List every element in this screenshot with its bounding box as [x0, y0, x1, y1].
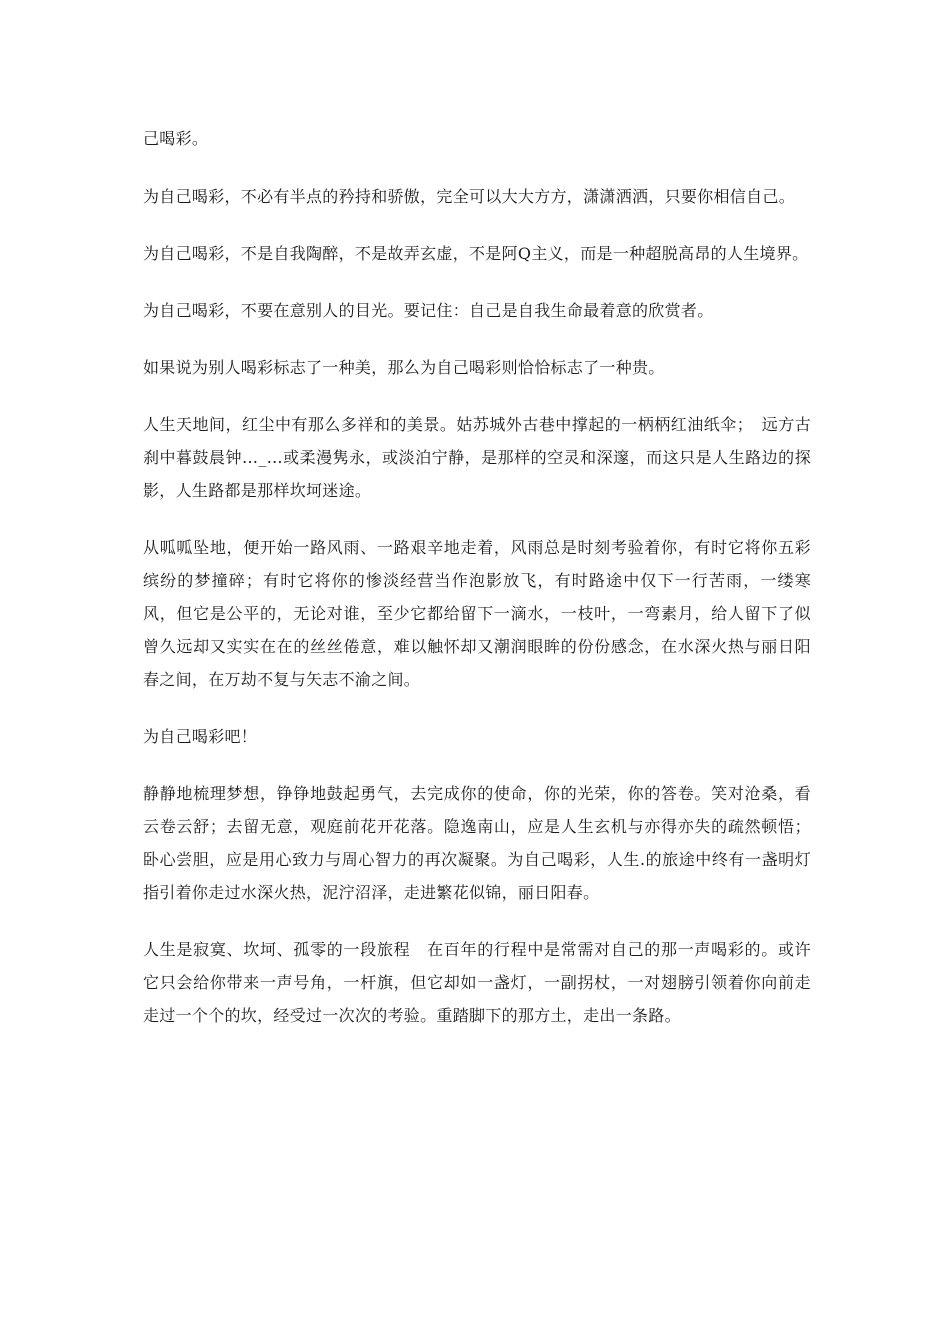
paragraph: 为自己喝彩，不必有半点的矜持和骄傲，完全可以大大方方，潇潇洒洒，只要你相信自己。 — [143, 187, 796, 206]
paragraph: 从呱呱坠地，便开始一路风雨、一路艰辛地走着，风雨总是时刻考验着你，有时它将你五彩缤纷的梦撞碎；有时它将你的惨淡经营当作泡影放飞，有时路途中仅下一行苦雨，一缕寒风，但它是公平的，无论对谁，至少它都给留下一滴水，一枝叶，一弯素月，给人留下了似曾久远却又实实在在的丝丝倦意，难以触怀却又潮润眼眸的份份感念，在水深火热与丽日阳春之间，在万劫不复与矢志不渝之间。 — [143, 538, 811, 689]
paragraph: 为自己喝彩吧！ — [143, 727, 258, 746]
paragraph: 静静地梳理梦想，铮铮地鼓起勇气，去完成你的使命，你的光荣，你的答卷。笑对沧桑，看云卷云舒；去留无意，观庭前花开花落。隐逸南山，应是人生玄机与亦得亦失的疏然顿悟；卧心尝胆，应是用心致力与周心智力的再次凝聚。为自己喝彩，人生.的旅途中终有一盏明灯指引着你走过水深火热，泥泞沼泽，走进繁花似锦，丽日阳春。 — [143, 784, 811, 902]
paragraph: 为自己喝彩，不是自我陶醉，不是故弄玄虚，不是阿Q主义，而是一种超脱高昂的人生境界。 — [143, 244, 809, 263]
paragraph: 人生天地间，红尘中有那么多祥和的美景。姑苏城外古巷中撑起的一柄柄红油纸伞； 远方古刹中暮鼓晨钟…_…或柔漫隽永，或淡泊宁静，是那样的空灵和深邃，而这只是人生路边的探影，人生路都是那样坎坷迷途。 — [143, 415, 811, 500]
paragraph: 如果说为别人喝彩标志了一种美，那么为自己喝彩则恰恰标志了一种贵。 — [143, 358, 665, 377]
paragraph: 人生是寂寞、坎坷、孤零的一段旅程 在百年的行程中是常需对自己的那一声喝彩的。或许它只会给你带来一声号角，一杆旗，但它却如一盏灯，一副拐杖，一对翅膀引领着你向前走走过一个个的坎，经受过一次次的考验。重踏脚下的那方土，走出一条路。 — [143, 940, 811, 1025]
document-body — [143, 122, 811, 1056]
paragraph: 己喝彩。 — [143, 129, 209, 148]
paragraph: 为自己喝彩，不要在意别人的目光。要记住：自己是自我生命最着意的欣赏者。 — [143, 301, 714, 320]
